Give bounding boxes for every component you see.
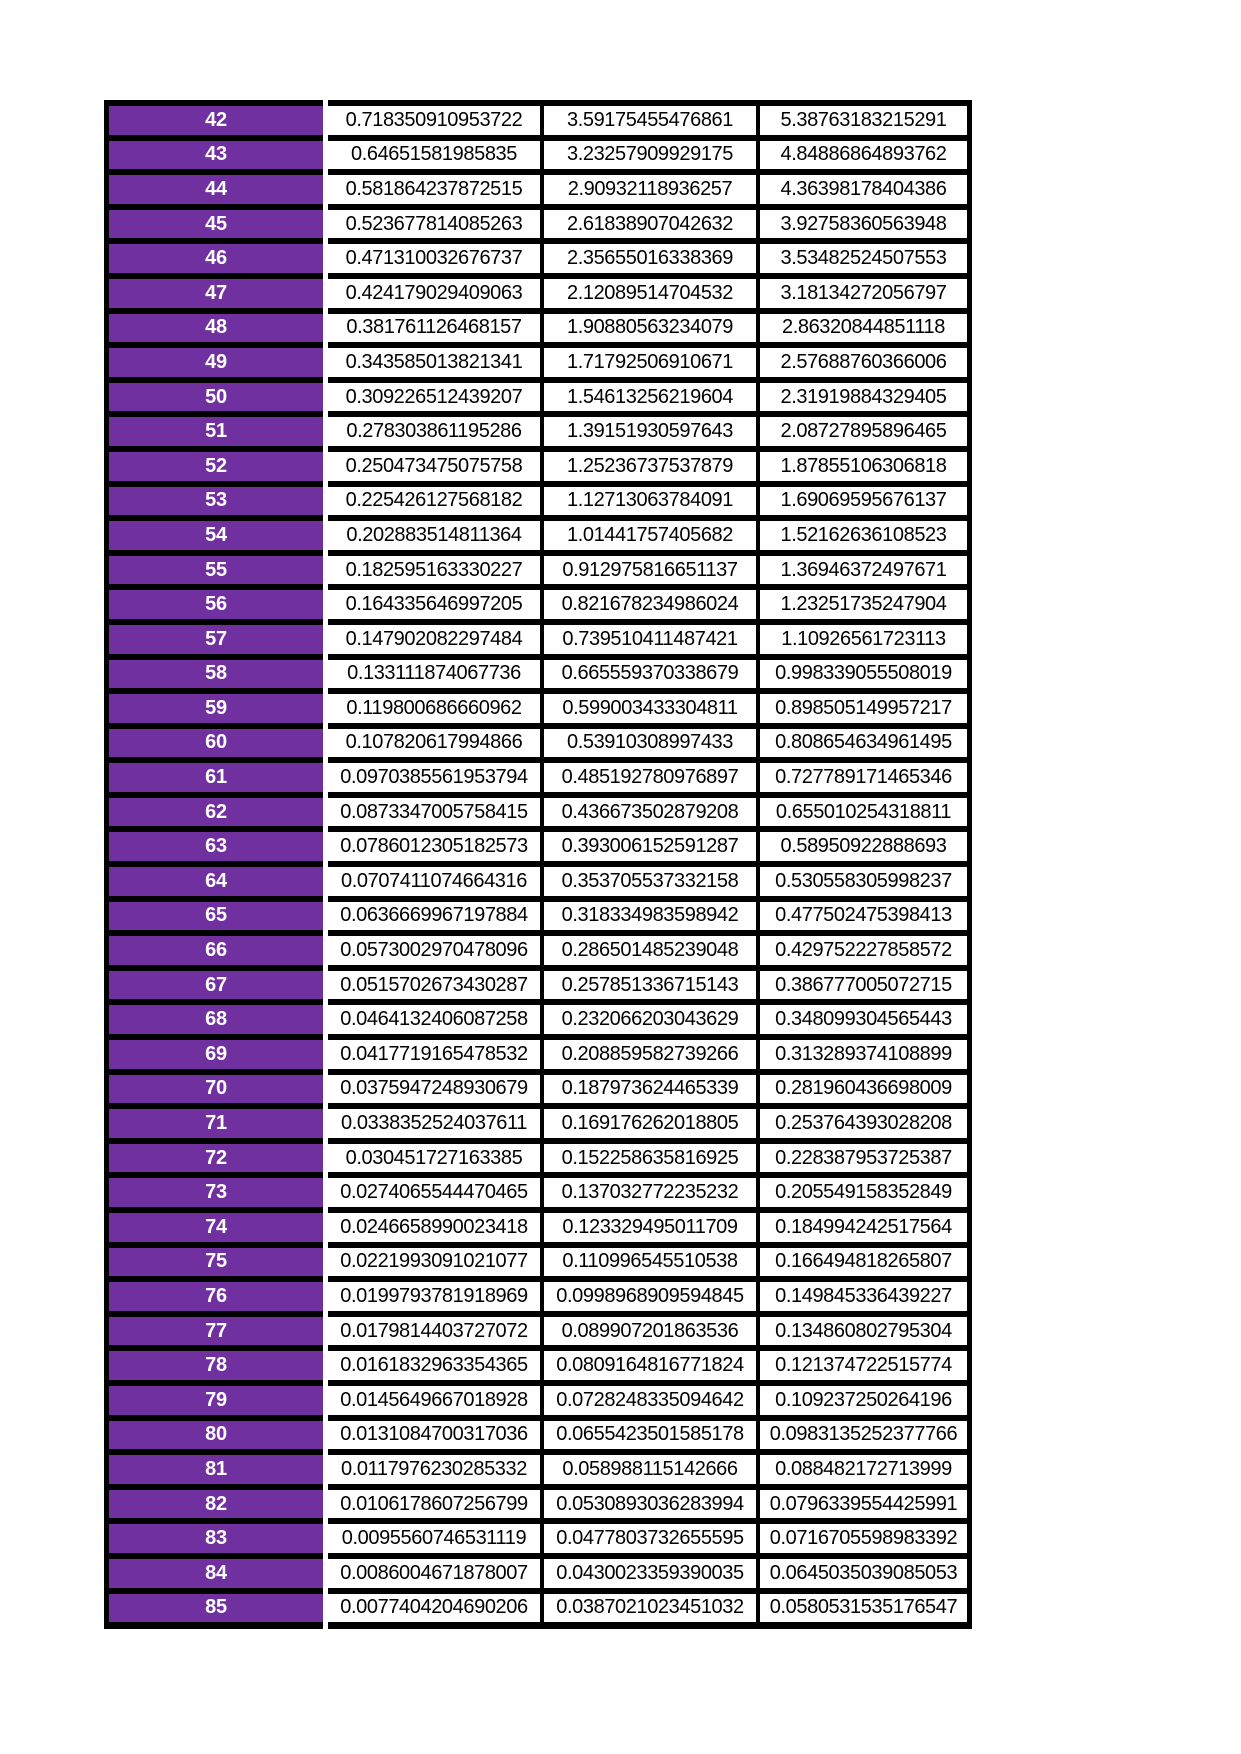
value-cell: 1.90880563234079	[540, 314, 756, 343]
value-cell: 0.353705537332158	[540, 867, 756, 896]
row-index-cell: 75	[109, 1248, 323, 1283]
value-cell: 0.0796339554425991	[756, 1490, 967, 1519]
row-index-cell: 44	[109, 175, 323, 210]
row-index-cell: 65	[109, 902, 323, 937]
value-cell: 2.31919884329405	[756, 383, 967, 412]
value-cell: 0.0117976230285332	[328, 1455, 540, 1484]
table-row	[328, 660, 967, 695]
row-index-cell: 85	[109, 1594, 323, 1623]
value-cell: 0.386777005072715	[756, 971, 967, 1000]
value-cell: 0.225426127568182	[328, 487, 540, 516]
table-row	[328, 417, 967, 452]
row-index-cell: 84	[109, 1559, 323, 1594]
table-row	[328, 1559, 967, 1594]
row-index-cell: 42	[109, 106, 323, 141]
index-column	[104, 100, 323, 1629]
value-cell: 2.35655016338369	[540, 244, 756, 273]
value-cell: 0.485192780976897	[540, 763, 756, 792]
value-cell: 0.278303861195286	[328, 417, 540, 446]
value-cell: 0.149845336439227	[756, 1282, 967, 1311]
table-row	[328, 487, 967, 522]
value-cell: 0.147902082297484	[328, 625, 540, 654]
row-index-cell: 71	[109, 1109, 323, 1144]
value-cell: 0.523677814085263	[328, 210, 540, 239]
table-row	[328, 348, 967, 383]
table-row	[328, 763, 967, 798]
table-row	[328, 1351, 967, 1386]
table-row	[328, 729, 967, 764]
value-cell: 0.0580531535176547	[756, 1594, 967, 1623]
table-row	[328, 1005, 967, 1040]
value-cell: 0.0873347005758415	[328, 798, 540, 827]
table-row	[328, 141, 967, 176]
row-index-cell: 74	[109, 1213, 323, 1248]
table-row	[328, 694, 967, 729]
value-cell: 0.436673502879208	[540, 798, 756, 827]
value-cell: 0.0221993091021077	[328, 1248, 540, 1277]
value-cell: 2.86320844851118	[756, 314, 967, 343]
row-index-cell: 63	[109, 832, 323, 867]
table-row	[328, 1075, 967, 1110]
value-cell: 0.119800686660962	[328, 694, 540, 723]
table-row	[328, 1213, 967, 1248]
value-cell: 0.232066203043629	[540, 1005, 756, 1034]
table-row	[328, 210, 967, 245]
table-row	[328, 452, 967, 487]
value-cell: 0.0786012305182573	[328, 832, 540, 861]
value-cell: 0.107820617994866	[328, 729, 540, 758]
value-cell: 0.166494818265807	[756, 1248, 967, 1277]
row-index-cell: 67	[109, 971, 323, 1006]
value-cell: 0.309226512439207	[328, 383, 540, 412]
value-cell: 0.64651581985835	[328, 141, 540, 170]
value-cell: 1.01441757405682	[540, 521, 756, 550]
value-cell: 0.0274065544470465	[328, 1178, 540, 1207]
row-index-cell: 50	[109, 383, 323, 418]
table-row	[328, 314, 967, 349]
value-cell: 0.058988115142666	[540, 1455, 756, 1484]
value-cell: 0.0086004671878007	[328, 1559, 540, 1588]
row-index-cell: 83	[109, 1524, 323, 1559]
value-cell: 0.530558305998237	[756, 867, 967, 896]
table-row	[328, 1109, 967, 1144]
value-cell: 0.0809164816771824	[540, 1351, 756, 1380]
value-cell: 0.0970385561953794	[328, 763, 540, 792]
row-index-cell: 73	[109, 1178, 323, 1213]
row-index-cell: 56	[109, 590, 323, 625]
table-row	[328, 1455, 967, 1490]
value-cell: 0.030451727163385	[328, 1144, 540, 1173]
value-cell: 4.36398178404386	[756, 175, 967, 204]
value-cell: 0.0655423501585178	[540, 1421, 756, 1450]
value-cell: 0.0161832963354365	[328, 1351, 540, 1380]
row-index-cell: 57	[109, 625, 323, 660]
value-cell: 4.84886864893762	[756, 141, 967, 170]
table-row	[328, 383, 967, 418]
value-cell: 0.281960436698009	[756, 1075, 967, 1104]
value-cell: 0.164335646997205	[328, 590, 540, 619]
value-cell: 0.318334983598942	[540, 902, 756, 931]
table-row	[328, 1282, 967, 1317]
row-index-cell: 82	[109, 1490, 323, 1525]
value-cell: 0.0477803732655595	[540, 1524, 756, 1553]
table-row	[328, 1524, 967, 1559]
table-row	[328, 1040, 967, 1075]
value-cell: 0.821678234986024	[540, 590, 756, 619]
table-row	[328, 1386, 967, 1421]
value-cell: 0.0530893036283994	[540, 1490, 756, 1519]
table-row	[328, 106, 967, 141]
value-cell: 0.898505149957217	[756, 694, 967, 723]
value-cell: 0.0338352524037611	[328, 1109, 540, 1138]
row-index-cell: 79	[109, 1386, 323, 1421]
row-index-cell: 69	[109, 1040, 323, 1075]
row-index-cell: 62	[109, 798, 323, 833]
value-cell: 1.87855106306818	[756, 452, 967, 481]
value-cell: 0.0179814403727072	[328, 1317, 540, 1346]
table-row	[328, 971, 967, 1006]
value-cell: 0.089907201863536	[540, 1317, 756, 1346]
value-cell: 0.665559370338679	[540, 660, 756, 689]
table-row	[328, 798, 967, 833]
value-cell: 0.088482172713999	[756, 1455, 967, 1484]
value-cell: 2.90932118936257	[540, 175, 756, 204]
value-cell: 0.581864237872515	[328, 175, 540, 204]
value-cell: 0.0417719165478532	[328, 1040, 540, 1069]
value-cell: 0.253764393028208	[756, 1109, 967, 1138]
value-cell: 0.152258635816925	[540, 1144, 756, 1173]
value-cell: 0.0106178607256799	[328, 1490, 540, 1519]
value-cell: 0.0636669967197884	[328, 902, 540, 931]
row-index-cell: 81	[109, 1455, 323, 1490]
table-row	[328, 832, 967, 867]
value-cell: 1.25236737537879	[540, 452, 756, 481]
value-cell: 0.182595163330227	[328, 556, 540, 585]
table-row	[328, 556, 967, 591]
value-cell: 0.0077404204690206	[328, 1594, 540, 1623]
row-index-cell: 52	[109, 452, 323, 487]
value-cell: 3.23257909929175	[540, 141, 756, 170]
table-row	[328, 1144, 967, 1179]
value-cell: 0.58950922888693	[756, 832, 967, 861]
value-cell: 1.52162636108523	[756, 521, 967, 550]
value-cell: 2.12089514704532	[540, 279, 756, 308]
value-cell: 0.0998968909594845	[540, 1282, 756, 1311]
row-index-cell: 68	[109, 1005, 323, 1040]
value-cell: 0.123329495011709	[540, 1213, 756, 1242]
value-cell: 0.998339055508019	[756, 660, 967, 689]
row-index-cell: 47	[109, 279, 323, 314]
value-cell: 0.477502475398413	[756, 902, 967, 931]
value-cell: 0.257851336715143	[540, 971, 756, 1000]
value-cell: 0.471310032676737	[328, 244, 540, 273]
row-index-cell: 46	[109, 244, 323, 279]
value-cell: 0.429752227858572	[756, 936, 967, 965]
value-cell: 0.208859582739266	[540, 1040, 756, 1069]
row-index-cell: 61	[109, 763, 323, 798]
value-cell: 1.71792506910671	[540, 348, 756, 377]
value-cell: 0.0716705598983392	[756, 1524, 967, 1553]
value-cell: 2.57688760366006	[756, 348, 967, 377]
value-cell: 0.739510411487421	[540, 625, 756, 654]
value-cell: 0.0645035039085053	[756, 1559, 967, 1588]
value-cell: 0.0131084700317036	[328, 1421, 540, 1450]
row-index-cell: 76	[109, 1282, 323, 1317]
row-index-cell: 59	[109, 694, 323, 729]
value-cell: 0.0199793781918969	[328, 1282, 540, 1311]
value-cell: 0.134860802795304	[756, 1317, 967, 1346]
value-cell: 0.121374722515774	[756, 1351, 967, 1380]
table-row	[328, 902, 967, 937]
value-cell: 0.727789171465346	[756, 763, 967, 792]
table-row	[328, 867, 967, 902]
row-index-cell: 48	[109, 314, 323, 349]
value-cell: 1.54613256219604	[540, 383, 756, 412]
row-index-cell: 53	[109, 487, 323, 522]
value-cell: 0.0728248335094642	[540, 1386, 756, 1415]
value-cell: 0.0145649667018928	[328, 1386, 540, 1415]
value-cell: 0.228387953725387	[756, 1144, 967, 1173]
row-index-cell: 78	[109, 1351, 323, 1386]
value-cell: 1.23251735247904	[756, 590, 967, 619]
value-cell: 0.0430023359390035	[540, 1559, 756, 1588]
value-cell: 0.184994242517564	[756, 1213, 967, 1242]
table-row	[328, 1594, 967, 1623]
value-cell: 0.169176262018805	[540, 1109, 756, 1138]
value-cell: 0.424179029409063	[328, 279, 540, 308]
row-index-cell: 72	[109, 1144, 323, 1179]
value-cell: 0.599003433304811	[540, 694, 756, 723]
table-row	[328, 1317, 967, 1352]
value-cell: 0.0246658990023418	[328, 1213, 540, 1242]
row-index-cell: 58	[109, 660, 323, 695]
value-cell: 3.59175455476861	[540, 106, 756, 135]
table-row	[328, 244, 967, 279]
table-row	[328, 625, 967, 660]
row-index-cell: 64	[109, 867, 323, 902]
row-index-cell: 80	[109, 1421, 323, 1456]
value-cell: 0.0573002970478096	[328, 936, 540, 965]
value-cell: 1.10926561723113	[756, 625, 967, 654]
value-cell: 0.202883514811364	[328, 521, 540, 550]
value-cell: 0.655010254318811	[756, 798, 967, 827]
value-cell: 3.53482524507553	[756, 244, 967, 273]
value-cell: 0.205549158352849	[756, 1178, 967, 1207]
row-index-cell: 70	[109, 1075, 323, 1110]
value-cell: 3.92758360563948	[756, 210, 967, 239]
row-index-cell: 43	[109, 141, 323, 176]
value-cell: 0.0983135252377766	[756, 1421, 967, 1450]
table-row	[328, 175, 967, 210]
row-index-cell: 51	[109, 417, 323, 452]
value-cell: 0.250473475075758	[328, 452, 540, 481]
table-row	[328, 1178, 967, 1213]
value-cell: 3.18134272056797	[756, 279, 967, 308]
value-cell: 0.133111874067736	[328, 660, 540, 689]
value-cell: 0.393006152591287	[540, 832, 756, 861]
values-columns	[328, 100, 972, 1629]
value-cell: 0.53910308997433	[540, 729, 756, 758]
value-cell: 1.12713063784091	[540, 487, 756, 516]
value-cell: 2.61838907042632	[540, 210, 756, 239]
value-cell: 1.39151930597643	[540, 417, 756, 446]
value-cell: 0.0707411074664316	[328, 867, 540, 896]
value-cell: 1.69069595676137	[756, 487, 967, 516]
table-row	[328, 1490, 967, 1525]
value-cell: 0.109237250264196	[756, 1386, 967, 1415]
value-cell: 0.0095560746531119	[328, 1524, 540, 1553]
row-index-cell: 66	[109, 936, 323, 971]
value-cell: 0.0387021023451032	[540, 1594, 756, 1623]
table-row	[328, 521, 967, 556]
table-row	[328, 1248, 967, 1283]
value-cell: 0.137032772235232	[540, 1178, 756, 1207]
value-cell: 0.0375947248930679	[328, 1075, 540, 1104]
value-cell: 2.08727895896465	[756, 417, 967, 446]
value-cell: 0.348099304565443	[756, 1005, 967, 1034]
value-cell: 0.286501485239048	[540, 936, 756, 965]
table-row	[328, 936, 967, 971]
row-index-cell: 54	[109, 521, 323, 556]
value-cell: 0.0464132406087258	[328, 1005, 540, 1034]
value-cell: 0.381761126468157	[328, 314, 540, 343]
value-cell: 0.187973624465339	[540, 1075, 756, 1104]
row-index-cell: 55	[109, 556, 323, 591]
value-cell: 1.36946372497671	[756, 556, 967, 585]
value-cell: 0.912975816651137	[540, 556, 756, 585]
value-cell: 5.38763183215291	[756, 106, 967, 135]
row-index-cell: 49	[109, 348, 323, 383]
value-cell: 0.313289374108899	[756, 1040, 967, 1069]
table-row	[328, 590, 967, 625]
value-cell: 0.808654634961495	[756, 729, 967, 758]
value-cell: 0.718350910953722	[328, 106, 540, 135]
row-index-cell: 60	[109, 729, 323, 764]
table-row	[328, 279, 967, 314]
table-row	[328, 1421, 967, 1456]
value-cell: 0.110996545510538	[540, 1248, 756, 1277]
value-cell: 0.0515702673430287	[328, 971, 540, 1000]
value-cell: 0.343585013821341	[328, 348, 540, 377]
row-index-cell: 45	[109, 210, 323, 245]
row-index-cell: 77	[109, 1317, 323, 1352]
